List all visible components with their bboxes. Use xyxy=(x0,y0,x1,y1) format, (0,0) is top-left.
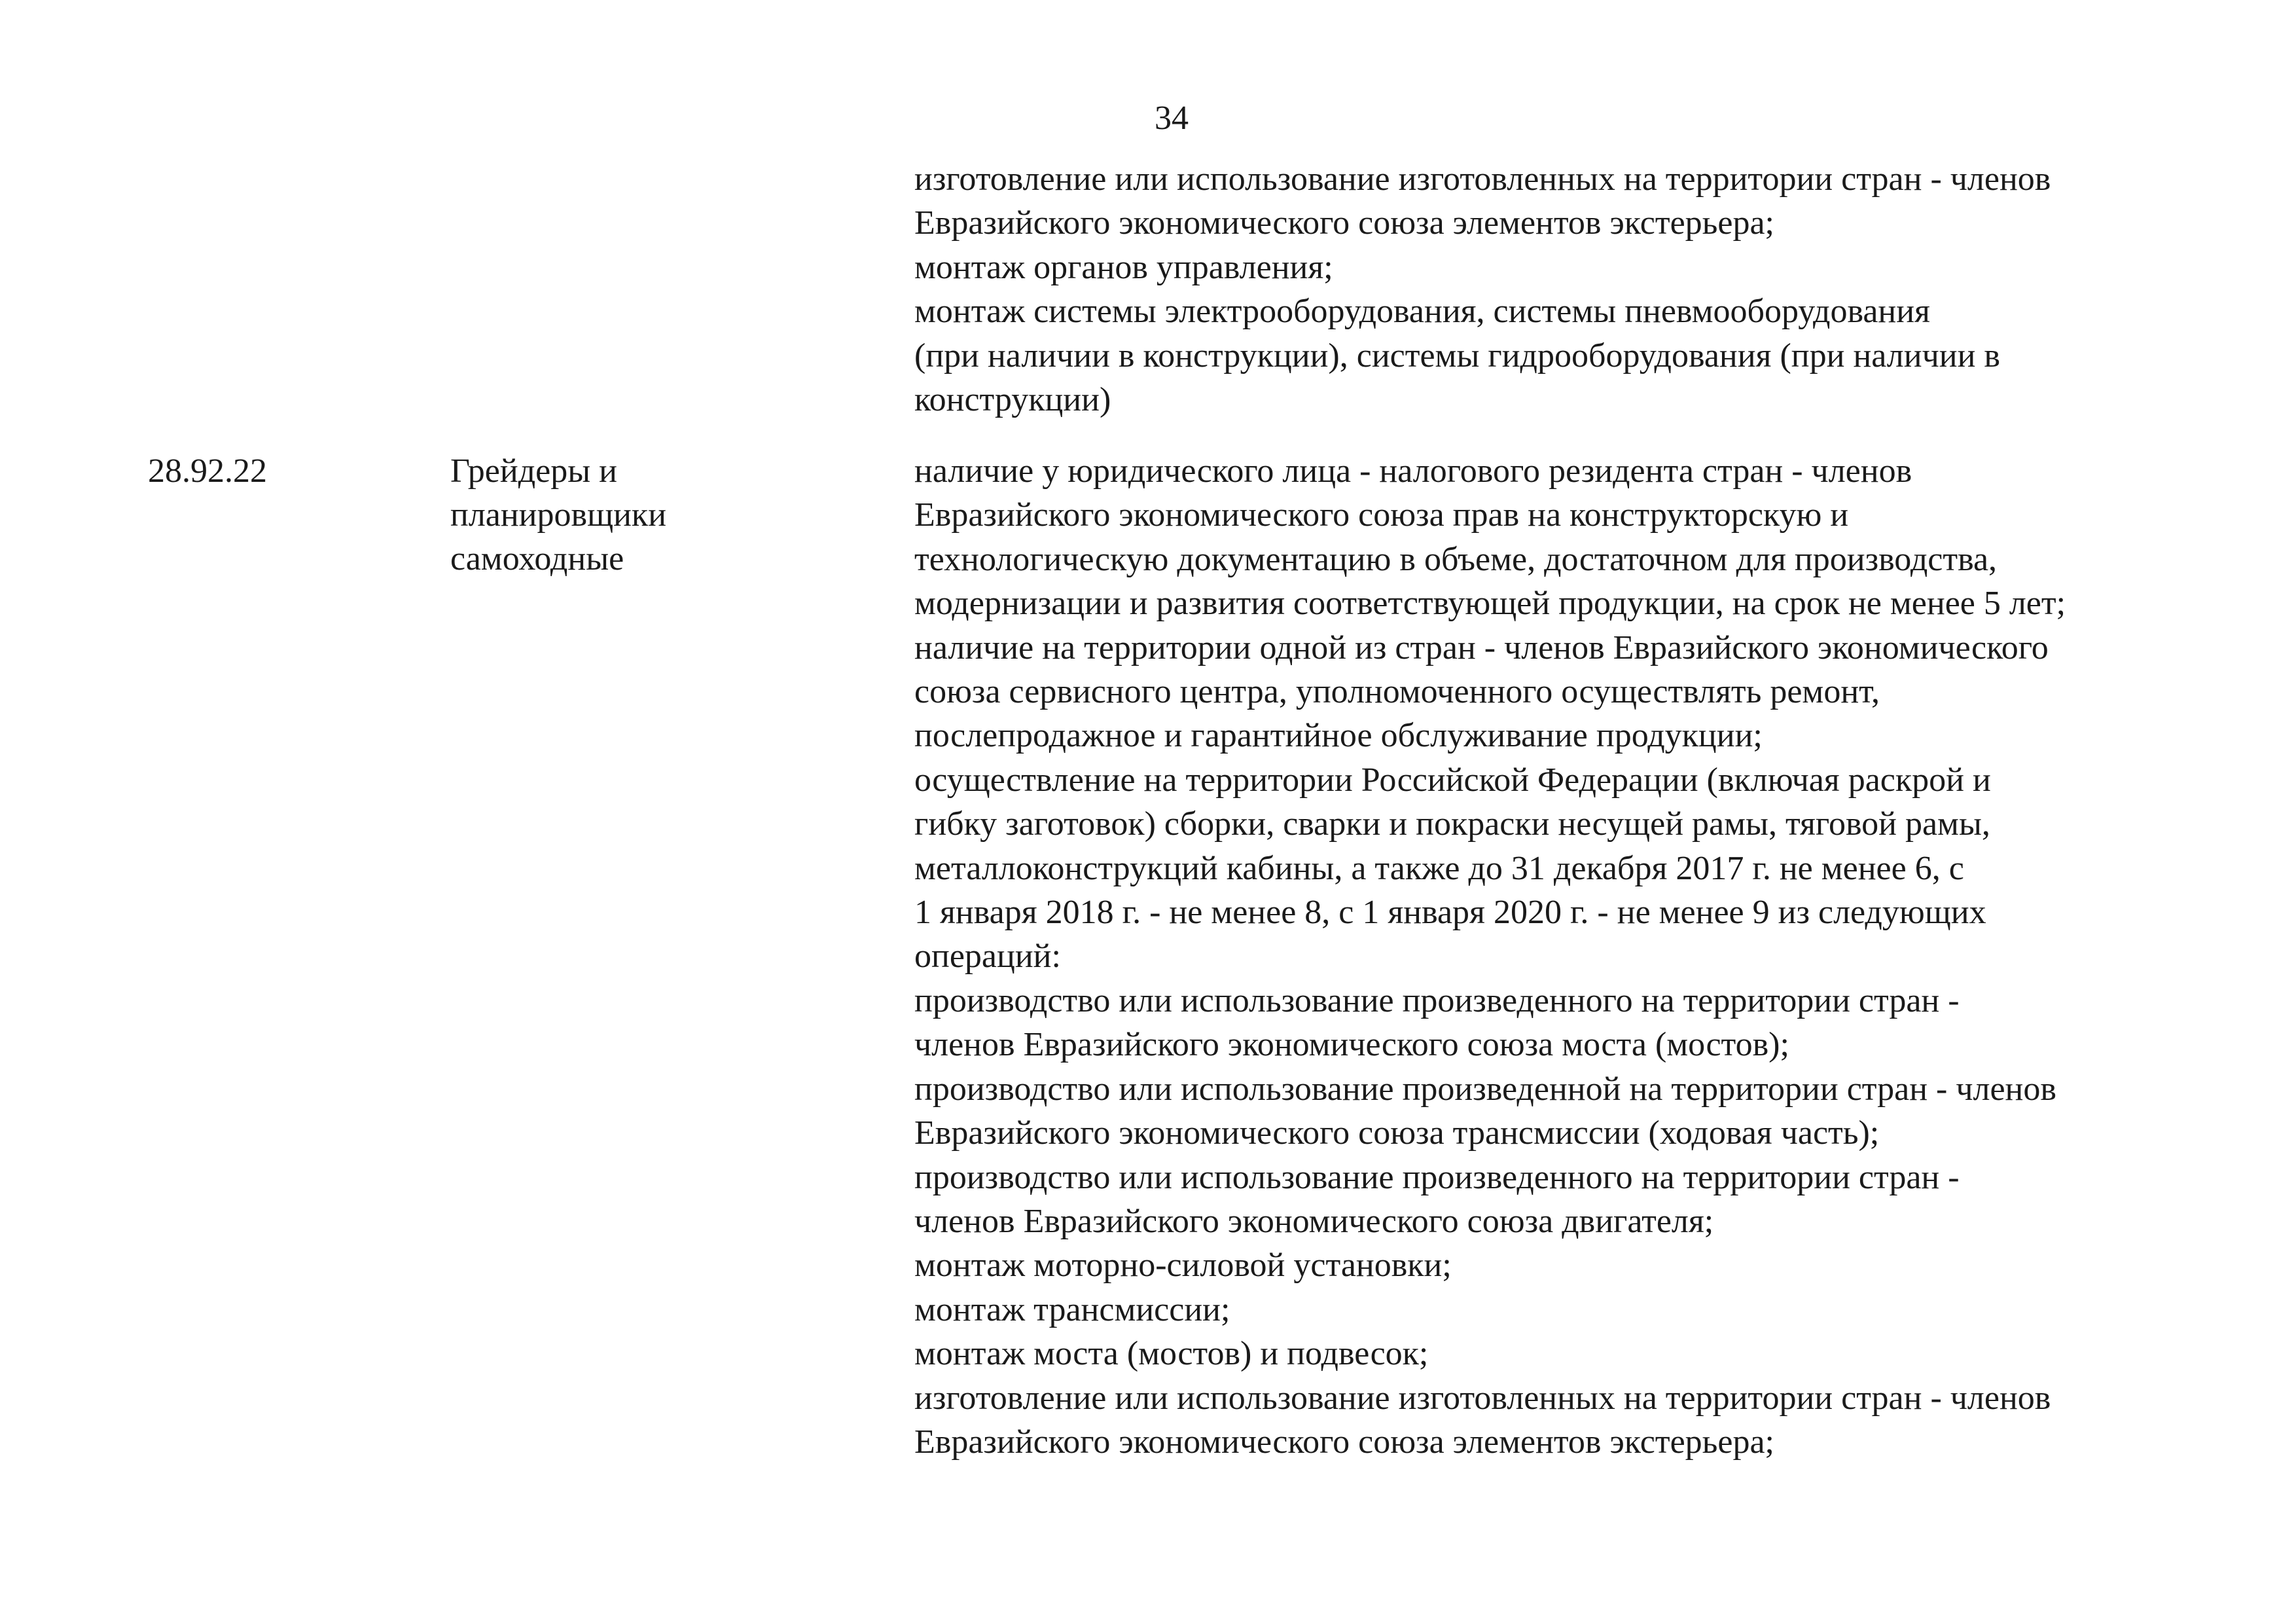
product-name-line: самоходные xyxy=(450,540,624,577)
requirement-line: производство или использование произведенной на территории стран - членов xyxy=(914,1070,2056,1108)
requirement-line: членов Евразийского экономического союза двигателя; xyxy=(914,1202,1714,1240)
requirement-line: Евразийского экономического союза прав на конструкторскую и xyxy=(914,496,1849,534)
product-name-line: планировщики xyxy=(450,496,667,534)
okpd-code: 28.92.22 xyxy=(148,452,267,490)
requirement-line: послепродажное и гарантийное обслуживание продукции; xyxy=(914,717,1763,755)
continuation-line: монтаж системы электрооборудования, системы пневмооборудования xyxy=(914,293,1930,331)
requirement-line: технологическую документацию в объеме, достаточном для производства, xyxy=(914,540,1998,578)
continuation-requirements xyxy=(914,157,2250,422)
continuation-line: Евразийского экономического союза элементов экстерьера; xyxy=(914,204,1774,242)
continuation-line: изготовление или использование изготовленных на территории стран - членов xyxy=(914,160,2051,198)
requirement-line: членов Евразийского экономического союза моста (мостов); xyxy=(914,1026,1789,1064)
requirements-text xyxy=(914,449,2250,1464)
requirement-line: монтаж моста (мостов) и подвесок; xyxy=(914,1335,1429,1373)
requirement-line: модернизации и развития соответствующей продукции, на срок не менее 5 лет; xyxy=(914,585,2066,623)
requirement-line: союза сервисного центра, уполномоченного осуществлять ремонт, xyxy=(914,673,1880,711)
continuation-line: (при наличии в конструкции), системы гидрооборудования (при наличии в xyxy=(914,337,2000,374)
product-name-line: Грейдеры и xyxy=(450,452,617,490)
requirement-line: металлоконструкций кабины, а также до 31 декабря 2017 г. не менее 6, с xyxy=(914,849,1964,887)
product-name xyxy=(450,449,778,581)
requirement-line: монтаж трансмиссии; xyxy=(914,1290,1230,1328)
requirement-line: Евразийского экономического союза трансмиссии (ходовая часть); xyxy=(914,1114,1880,1152)
requirement-line: 1 января 2018 г. - не менее 8, с 1 января 2020 г. - не менее 9 из следующих xyxy=(914,894,1986,932)
requirement-line: Евразийского экономического союза элементов экстерьера; xyxy=(914,1423,1774,1461)
continuation-line: конструкции) xyxy=(914,381,1111,419)
requirement-line: операций: xyxy=(914,938,1061,976)
requirement-line: наличие на территории одной из стран - членов Евразийского экономического xyxy=(914,629,2049,666)
requirement-line: осуществление на территории Российской Федерации (включая раскрой и xyxy=(914,761,1991,799)
page-number: 34 xyxy=(1155,100,1189,137)
requirement-line: изготовление или использование изготовленных на территории стран - членов xyxy=(914,1379,2051,1417)
requirement-line: производство или использование произведенного на территории стран - xyxy=(914,981,1960,1019)
continuation-line: монтаж органов управления; xyxy=(914,248,1333,286)
requirement-line: гибку заготовок) сборки, сварки и покраски несущей рамы, тяговой рамы, xyxy=(914,805,1990,843)
requirement-line: производство или использование произведенного на территории стран - xyxy=(914,1158,1960,1196)
requirement-line: наличие у юридического лица - налогового резидента стран - членов xyxy=(914,452,1912,490)
requirement-line: монтаж моторно-силовой установки; xyxy=(914,1247,1452,1285)
